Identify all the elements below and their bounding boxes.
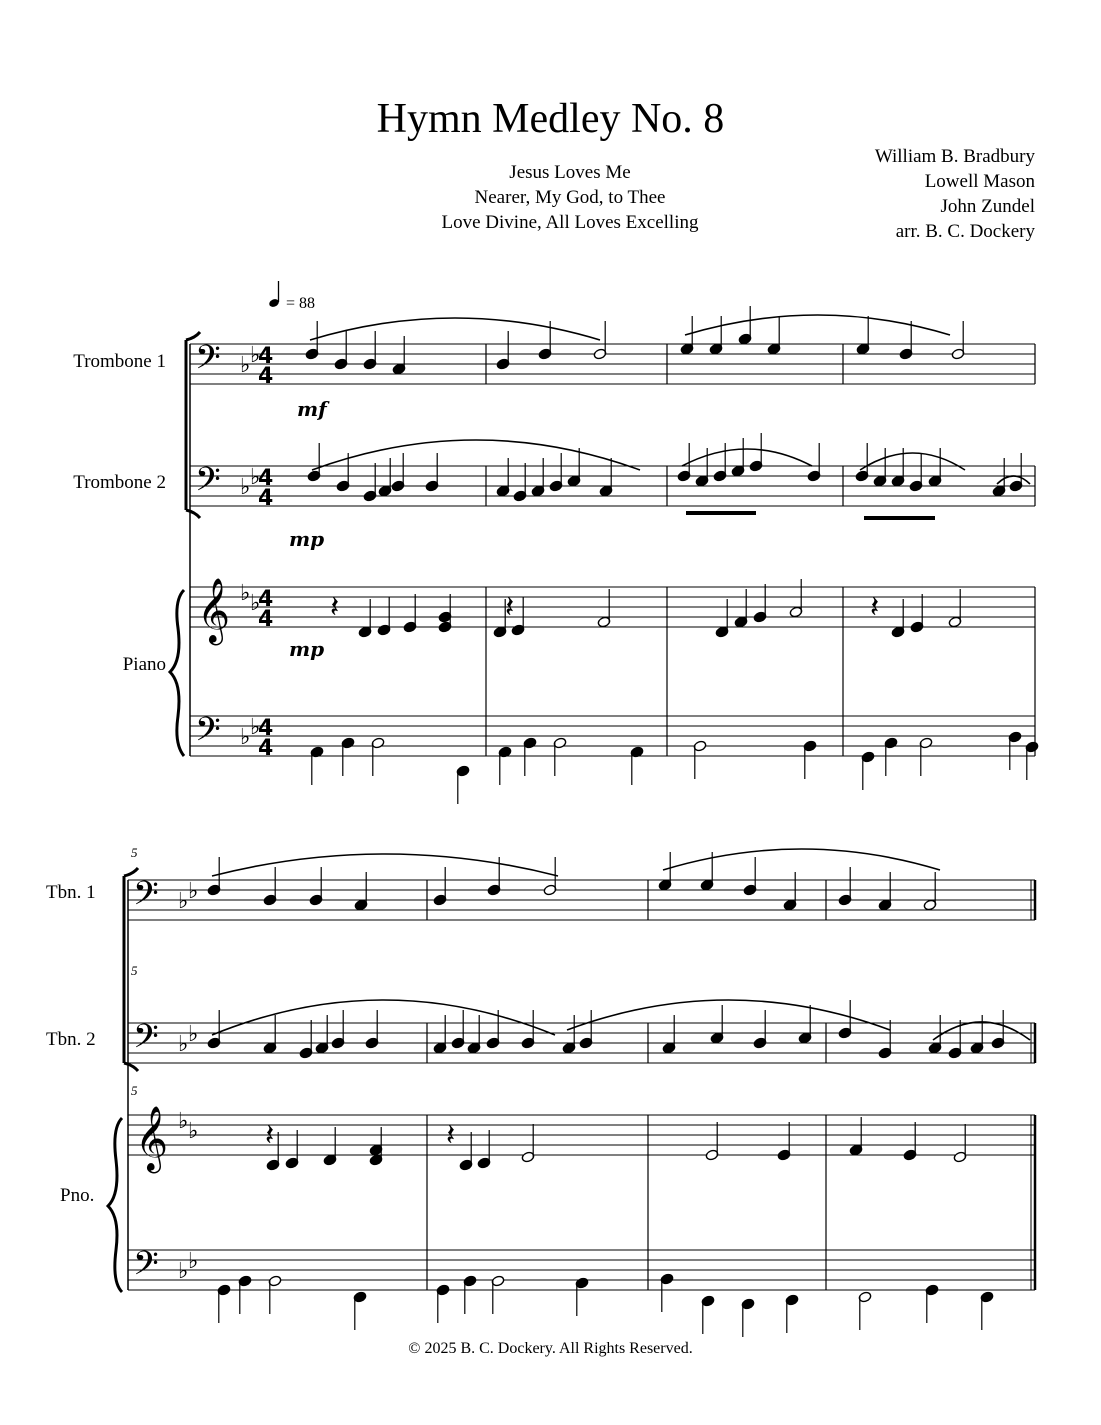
hymn-subtitle-3: Love Divine, All Loves Excelling bbox=[441, 212, 699, 233]
flat-sign: ♭ bbox=[188, 1119, 199, 1144]
bass-clef: 𝄢 bbox=[133, 1245, 159, 1291]
tempo-value: = 88 bbox=[286, 295, 316, 312]
flat-sign: ♭ bbox=[178, 1032, 189, 1057]
treble-clef: 𝄞 bbox=[197, 578, 231, 643]
quarter-rest: 𝄽 bbox=[446, 1118, 456, 1153]
time-sig-top: 4 bbox=[258, 344, 274, 369]
hymn-subtitle-2: Nearer, My God, to Thee bbox=[474, 187, 666, 208]
flat-sign: ♭ bbox=[178, 1259, 189, 1284]
quarter-rest: 𝄽 bbox=[870, 590, 880, 625]
slur bbox=[212, 854, 558, 876]
flat-sign: ♭ bbox=[250, 715, 261, 740]
instrument-label-trombone-1: Trombone 1 bbox=[73, 351, 166, 372]
flat-sign: ♭ bbox=[178, 1109, 189, 1134]
slur bbox=[933, 1022, 1030, 1040]
time-sig-top: 4 bbox=[258, 587, 274, 612]
page-title: Hymn Medley No. 8 bbox=[376, 96, 725, 142]
bass-clef: 𝄢 bbox=[195, 339, 221, 385]
tempo-marking bbox=[268, 281, 315, 312]
treble-clef: 𝄞 bbox=[135, 1106, 169, 1171]
flat-sign: ♭ bbox=[188, 1249, 199, 1274]
flat-sign: ♭ bbox=[240, 581, 251, 606]
quarter-rest: 𝄽 bbox=[330, 590, 340, 625]
instrument-short-piano: Pno. bbox=[60, 1185, 95, 1206]
slur bbox=[663, 849, 940, 870]
flat-sign: ♭ bbox=[250, 591, 261, 616]
instrument-short-trombone-2: Tbn. 2 bbox=[46, 1029, 96, 1050]
flat-sign: ♭ bbox=[188, 1022, 199, 1047]
instrument-label-trombone-2: Trombone 2 bbox=[73, 472, 166, 493]
time-sig-bottom: 4 bbox=[258, 364, 274, 389]
time-sig-bottom: 4 bbox=[258, 736, 274, 761]
bass-clef: 𝄢 bbox=[195, 711, 221, 757]
notes bbox=[207, 306, 1039, 1337]
time-sig-bottom: 4 bbox=[258, 486, 274, 511]
bass-clef: 𝄢 bbox=[195, 461, 221, 507]
measure-number-tbn1: 5 bbox=[131, 845, 138, 860]
composer-2: Lowell Mason bbox=[924, 171, 1035, 192]
flat-sign: ♭ bbox=[240, 725, 251, 750]
slur bbox=[685, 315, 950, 335]
piano-brace bbox=[170, 590, 184, 756]
instrument-short-trombone-1: Tbn. 1 bbox=[46, 882, 96, 903]
flat-sign: ♭ bbox=[250, 465, 261, 490]
quarter-rest: 𝄽 bbox=[265, 1118, 275, 1153]
slur bbox=[860, 453, 965, 470]
copyright: © 2025 B. C. Dockery. All Rights Reserved. bbox=[408, 1340, 693, 1357]
flat-sign: ♭ bbox=[178, 889, 189, 914]
bass-clef: 𝄢 bbox=[133, 1018, 159, 1064]
flat-sign: ♭ bbox=[240, 475, 251, 500]
composer-3: John Zundel bbox=[940, 196, 1035, 217]
flat-sign: ♭ bbox=[240, 353, 251, 378]
flat-sign: ♭ bbox=[188, 879, 199, 904]
composer-1: William B. Bradbury bbox=[874, 146, 1035, 167]
flat-sign: ♭ bbox=[250, 343, 261, 368]
slur bbox=[567, 1000, 890, 1030]
hymn-subtitle-1: Jesus Loves Me bbox=[509, 162, 631, 183]
instrument-label-piano: Piano bbox=[122, 654, 166, 675]
measure-number-tbn2: 5 bbox=[131, 963, 138, 978]
piano-brace-2 bbox=[108, 1118, 122, 1292]
slur bbox=[212, 1000, 555, 1035]
bass-clef: 𝄢 bbox=[133, 875, 159, 921]
dynamic-tbn1: mf bbox=[297, 397, 327, 421]
time-sig-top: 4 bbox=[258, 466, 274, 491]
measure-number-piano: 5 bbox=[131, 1083, 138, 1098]
slur bbox=[682, 449, 812, 466]
dynamic-tbn2: mp bbox=[289, 527, 325, 551]
time-sig-bottom: 4 bbox=[258, 607, 274, 632]
slur bbox=[310, 318, 600, 340]
staves bbox=[108, 332, 1035, 1292]
time-sig-top: 4 bbox=[258, 716, 274, 741]
quarter-rest: 𝄽 bbox=[505, 590, 515, 625]
arranger: arr. B. C. Dockery bbox=[895, 221, 1035, 242]
dynamic-piano: mp bbox=[289, 637, 325, 661]
